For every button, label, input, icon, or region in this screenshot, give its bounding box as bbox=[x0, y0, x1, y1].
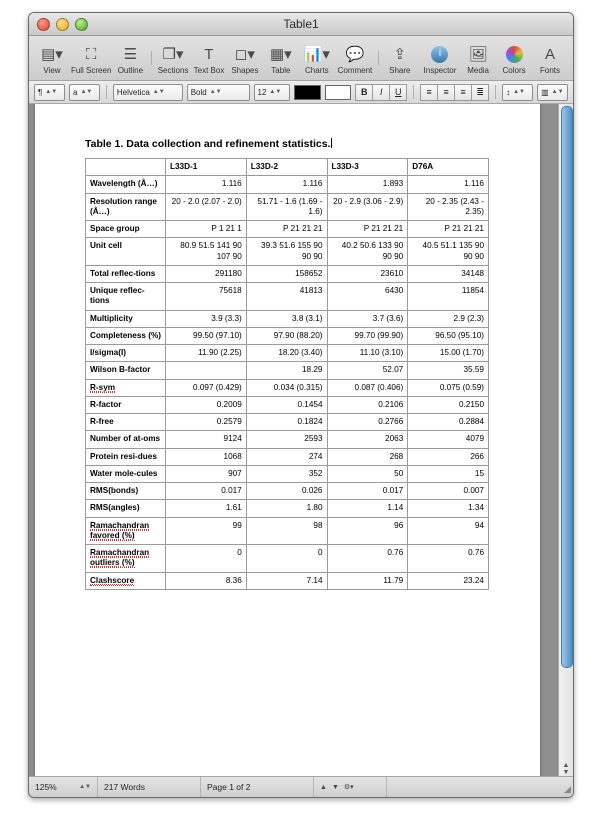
table-cell: P 1 21 1 bbox=[166, 221, 247, 238]
table-cell: 0.76 bbox=[327, 545, 408, 573]
toolbar-media-label: Media bbox=[467, 66, 490, 75]
table-cell: 20 - 2.35 (2.43 - 2.35) bbox=[408, 193, 489, 221]
table-cell: 97.90 (88.20) bbox=[246, 327, 327, 344]
table-header-d76a: D76A bbox=[408, 159, 489, 176]
font-style-value: Bold bbox=[190, 87, 207, 97]
table-cell: 0.087 (0.406) bbox=[327, 379, 408, 396]
table-row bbox=[86, 238, 489, 266]
table-cell: 11.79 bbox=[327, 572, 408, 589]
table-cell: 0.075 (0.59) bbox=[408, 379, 489, 396]
table-row bbox=[86, 572, 489, 589]
statistics-table[interactable] bbox=[85, 158, 489, 590]
chevron-updown-icon: ▲▼ bbox=[209, 89, 222, 95]
page-indicator: Page 1 of 2 bbox=[201, 777, 314, 797]
table-cell: 1.14 bbox=[327, 500, 408, 517]
align-left-icon[interactable]: ≡ bbox=[420, 84, 437, 101]
table-icon: ▦▾ bbox=[270, 45, 292, 63]
table-row bbox=[86, 362, 489, 379]
italic-button[interactable]: I bbox=[372, 84, 389, 101]
table-header-row bbox=[86, 159, 489, 176]
zoom-button[interactable] bbox=[75, 18, 88, 31]
table-cell: 99 bbox=[166, 517, 247, 545]
shapes-icon: ◻▾ bbox=[234, 45, 255, 63]
table-row bbox=[86, 483, 489, 500]
window-titlebar[interactable] bbox=[29, 13, 573, 36]
text-caret bbox=[331, 138, 332, 148]
table-row bbox=[86, 327, 489, 344]
table-row-label: Space group bbox=[86, 221, 166, 238]
minimize-button[interactable] bbox=[56, 18, 69, 31]
table-row bbox=[86, 310, 489, 327]
table-row bbox=[86, 448, 489, 465]
table-row bbox=[86, 431, 489, 448]
table-cell: P 21 21 21 bbox=[327, 221, 408, 238]
table-cell: 1.34 bbox=[408, 500, 489, 517]
table-row bbox=[86, 345, 489, 362]
format-bar bbox=[29, 81, 573, 104]
table-row-label: Unit cell bbox=[86, 238, 166, 266]
table-cell: 96.50 (95.10) bbox=[408, 327, 489, 344]
toolbar-shapes[interactable] bbox=[228, 41, 262, 75]
statistics-table-body bbox=[86, 176, 489, 590]
media-icon: 🖼 bbox=[468, 45, 488, 63]
misspelled-word: R-sym bbox=[90, 382, 116, 392]
table-row-label: Wavelength (Å…) bbox=[86, 176, 166, 193]
table-row-label: RMS(angles) bbox=[86, 500, 166, 517]
vertical-scroll-thumb[interactable] bbox=[561, 106, 573, 668]
list-style-value: a bbox=[72, 87, 78, 97]
table-cell: 0.017 bbox=[166, 483, 247, 500]
table-cell: 4079 bbox=[408, 431, 489, 448]
table-cell: 3.7 (3.6) bbox=[327, 310, 408, 327]
table-cell: 6430 bbox=[327, 283, 408, 311]
toolbar-sections[interactable] bbox=[156, 41, 190, 75]
table-cell: 352 bbox=[246, 465, 327, 482]
page-title bbox=[85, 138, 500, 150]
table-cell: 18.29 bbox=[246, 362, 327, 379]
document-page[interactable] bbox=[35, 104, 540, 776]
table-header-blank bbox=[86, 159, 166, 176]
table-cell: 40.2 50.6 133 90 90 90 bbox=[327, 238, 408, 266]
toolbar-full-screen-label: Full Screen bbox=[70, 66, 112, 75]
table-row-label: Protein resi-dues bbox=[86, 448, 166, 465]
table-cell: 39.3 51.6 155 90 90 90 bbox=[246, 238, 327, 266]
table-cell: 51.71 - 1.6 (1.69 - 1.6) bbox=[246, 193, 327, 221]
toolbar-colors[interactable] bbox=[497, 41, 531, 75]
table-cell: 2063 bbox=[327, 431, 408, 448]
toolbar-full-screen[interactable] bbox=[71, 41, 111, 75]
table-cell: 0.2009 bbox=[166, 396, 247, 413]
table-cell: 1.61 bbox=[166, 500, 247, 517]
table-cell: P 21 21 21 bbox=[408, 221, 489, 238]
table-cell: 41813 bbox=[246, 283, 327, 311]
line-spacing-select[interactable] bbox=[502, 84, 533, 101]
page-up-icon[interactable]: ▲ bbox=[320, 783, 327, 791]
paragraph-style-select[interactable] bbox=[34, 84, 65, 101]
table-cell: 0.2150 bbox=[408, 396, 489, 413]
table-cell: 0.76 bbox=[408, 545, 489, 573]
font-size-select[interactable] bbox=[254, 84, 290, 101]
vertical-scrollbar[interactable] bbox=[558, 104, 573, 776]
table-row bbox=[86, 221, 489, 238]
format-divider-2 bbox=[413, 85, 414, 99]
toolbar-view-label: View bbox=[43, 66, 61, 75]
bold-button[interactable]: B bbox=[355, 84, 372, 101]
outline-icon: ☰ bbox=[123, 45, 138, 63]
toolbar-text-box[interactable] bbox=[192, 41, 226, 75]
toolbar-fonts-label: Fonts bbox=[539, 66, 560, 75]
scroll-arrows[interactable]: ▲ ▼ bbox=[562, 762, 570, 776]
main-toolbar bbox=[29, 36, 573, 81]
list-style-select[interactable] bbox=[69, 84, 100, 101]
toolbar-divider-2 bbox=[378, 51, 379, 65]
text-style-buttons bbox=[355, 84, 407, 101]
inspector-icon: i bbox=[431, 43, 448, 65]
align-justify-icon[interactable]: ≣ bbox=[471, 84, 489, 101]
zoom-value: 125% bbox=[35, 782, 57, 792]
table-row-label: R-factor bbox=[86, 396, 166, 413]
table-cell: 0.2884 bbox=[408, 414, 489, 431]
table-header-l33d3: L33D-3 bbox=[327, 159, 408, 176]
toolbar-text-box-label: Text Box bbox=[193, 66, 225, 75]
table-cell: 158652 bbox=[246, 265, 327, 282]
toolbar-inspector[interactable] bbox=[421, 41, 459, 75]
document-area bbox=[29, 104, 573, 776]
table-row-label bbox=[86, 379, 166, 396]
table-cell: 1.116 bbox=[246, 176, 327, 193]
table-cell: 907 bbox=[166, 465, 247, 482]
toolbar-comment-label: Comment bbox=[337, 66, 373, 75]
textbox-icon: T bbox=[204, 45, 214, 63]
window-controls bbox=[37, 18, 88, 31]
toolbar-media[interactable] bbox=[461, 41, 495, 75]
table-row bbox=[86, 283, 489, 311]
table-row bbox=[86, 176, 489, 193]
table-cell: 266 bbox=[408, 448, 489, 465]
table-cell: 2.9 (2.3) bbox=[408, 310, 489, 327]
document-window bbox=[28, 12, 574, 798]
table-cell: 1.116 bbox=[408, 176, 489, 193]
toolbar-share[interactable] bbox=[383, 41, 417, 75]
page-title-text: Table 1. Data collection and refinement statistics. bbox=[85, 138, 331, 150]
table-cell: 98 bbox=[246, 517, 327, 545]
toolbar-view[interactable] bbox=[35, 41, 69, 75]
table-cell: 23610 bbox=[327, 265, 408, 282]
sections-icon: ❐▾ bbox=[162, 45, 184, 63]
column-icon: ▥ bbox=[541, 87, 549, 97]
fullscreen-icon: ⛶ bbox=[85, 45, 97, 63]
toolbar-table[interactable] bbox=[264, 41, 298, 75]
table-row bbox=[86, 517, 489, 545]
table-cell: 0.034 (0.315) bbox=[246, 379, 327, 396]
zoom-control[interactable] bbox=[29, 777, 98, 797]
table-cell: 0 bbox=[246, 545, 327, 573]
table-cell: 3.8 (3.1) bbox=[246, 310, 327, 327]
table-cell: 52.07 bbox=[327, 362, 408, 379]
misspelled-word: Ramachandran outliers (%) bbox=[90, 548, 150, 568]
chevron-updown-icon: ▲▼ bbox=[551, 89, 564, 95]
table-cell: 23.24 bbox=[408, 572, 489, 589]
table-cell: 34148 bbox=[408, 265, 489, 282]
paragraph-style-value: ¶ bbox=[38, 87, 43, 97]
toolbar-outline[interactable] bbox=[113, 41, 147, 75]
columns-select[interactable] bbox=[537, 84, 568, 101]
table-cell: 9124 bbox=[166, 431, 247, 448]
table-row-label: Multiplicity bbox=[86, 310, 166, 327]
toolbar-comment[interactable] bbox=[336, 41, 374, 75]
font-family-select[interactable] bbox=[113, 84, 183, 101]
page-navigation[interactable] bbox=[314, 777, 387, 797]
comment-icon: 💬 bbox=[345, 45, 365, 63]
table-cell: 0.026 bbox=[246, 483, 327, 500]
table-row-label: Completeness (%) bbox=[86, 327, 166, 344]
status-bar-filler bbox=[387, 777, 573, 797]
line-spacing-icon: ↕ bbox=[506, 87, 511, 97]
toolbar-fonts[interactable] bbox=[533, 41, 567, 75]
table-cell: 8.36 bbox=[166, 572, 247, 589]
table-row bbox=[86, 545, 489, 573]
misspelled-word: Clashscore bbox=[90, 575, 135, 585]
table-cell: 11.10 (3.10) bbox=[327, 345, 408, 362]
table-cell: 20 - 2.0 (2.07 - 2.0) bbox=[166, 193, 247, 221]
table-row bbox=[86, 500, 489, 517]
format-divider-3 bbox=[495, 85, 496, 99]
table-cell: 0.017 bbox=[327, 483, 408, 500]
toolbar-table-label: Table bbox=[271, 66, 291, 75]
table-cell: 11.90 (2.25) bbox=[166, 345, 247, 362]
colors-icon bbox=[506, 43, 523, 65]
format-divider-1 bbox=[106, 85, 107, 99]
table-cell: 0.2106 bbox=[327, 396, 408, 413]
font-size-value: 12 bbox=[257, 87, 267, 97]
table-cell: 99.50 (97.10) bbox=[166, 327, 247, 344]
table-header-l33d2: L33D-2 bbox=[246, 159, 327, 176]
table-cell: 94 bbox=[408, 517, 489, 545]
table-cell: 0 bbox=[166, 545, 247, 573]
underline-button[interactable]: U bbox=[389, 84, 407, 101]
toolbar-charts[interactable] bbox=[300, 41, 334, 75]
font-style-select[interactable] bbox=[187, 84, 250, 101]
table-cell: 3.9 (3.3) bbox=[166, 310, 247, 327]
table-header-l33d1: L33D-1 bbox=[166, 159, 247, 176]
chevron-updown-icon: ▲▼ bbox=[269, 89, 282, 95]
table-cell: 11854 bbox=[408, 283, 489, 311]
toolbar-inspector-label: Inspector bbox=[423, 66, 457, 75]
word-count: 217 Words bbox=[98, 777, 201, 797]
table-cell: 2593 bbox=[246, 431, 327, 448]
table-row bbox=[86, 193, 489, 221]
close-button[interactable] bbox=[37, 18, 50, 31]
table-cell: 268 bbox=[327, 448, 408, 465]
table-cell: 1.80 bbox=[246, 500, 327, 517]
table-row bbox=[86, 379, 489, 396]
table-cell: 15.00 (1.70) bbox=[408, 345, 489, 362]
table-cell: 40.5 51.1 135 90 90 90 bbox=[408, 238, 489, 266]
table-cell: 0.2579 bbox=[166, 414, 247, 431]
table-row-label: Water mole-cules bbox=[86, 465, 166, 482]
table-cell: 1.893 bbox=[327, 176, 408, 193]
table-cell: 0.097 (0.429) bbox=[166, 379, 247, 396]
font-family-value: Helvetica bbox=[116, 87, 150, 97]
fill-color-swatch[interactable] bbox=[325, 85, 352, 100]
page-scroll-region[interactable] bbox=[29, 104, 558, 776]
table-cell: 15 bbox=[408, 465, 489, 482]
align-right-icon[interactable]: ≡ bbox=[454, 84, 471, 101]
table-cell bbox=[166, 362, 247, 379]
table-cell: 291180 bbox=[166, 265, 247, 282]
table-cell: 35.59 bbox=[408, 362, 489, 379]
table-cell: 20 - 2.9 (3.06 - 2.9) bbox=[327, 193, 408, 221]
table-cell: 1.116 bbox=[166, 176, 247, 193]
table-row-label: Unique reflec-tions bbox=[86, 283, 166, 311]
toolbar-divider bbox=[151, 51, 152, 65]
document-content bbox=[35, 104, 540, 590]
table-row bbox=[86, 465, 489, 482]
toolbar-outline-label: Outline bbox=[117, 66, 144, 75]
chevron-updown-icon: ▲▼ bbox=[152, 89, 165, 95]
chevron-updown-icon: ▲▼ bbox=[79, 784, 91, 790]
table-row-label: Resolution range (Å…) bbox=[86, 193, 166, 221]
toolbar-shapes-label: Shapes bbox=[231, 66, 259, 75]
table-cell: 18.20 (3.40) bbox=[246, 345, 327, 362]
table-cell: 75618 bbox=[166, 283, 247, 311]
table-cell: P 21 21 21 bbox=[246, 221, 327, 238]
toolbar-charts-label: Charts bbox=[305, 66, 329, 75]
table-row-label: RMS(bonds) bbox=[86, 483, 166, 500]
toolbar-colors-label: Colors bbox=[502, 66, 526, 75]
table-cell: 1068 bbox=[166, 448, 247, 465]
page-down-icon[interactable]: ▼ bbox=[331, 783, 339, 791]
toolbar-sections-label: Sections bbox=[157, 66, 189, 75]
table-row-label: Number of at-oms bbox=[86, 431, 166, 448]
table-cell: 7.14 bbox=[246, 572, 327, 589]
table-cell: 0.007 bbox=[408, 483, 489, 500]
table-row bbox=[86, 265, 489, 282]
table-row-label: Wilson B-factor bbox=[86, 362, 166, 379]
table-cell: 96 bbox=[327, 517, 408, 545]
table-row-label bbox=[86, 545, 166, 573]
alignment-buttons bbox=[420, 84, 489, 101]
table-cell: 0.2766 bbox=[327, 414, 408, 431]
misspelled-word: Ramachandran favored (%) bbox=[90, 520, 150, 540]
chevron-updown-icon: ▲▼ bbox=[513, 89, 525, 95]
fonts-icon: A bbox=[544, 45, 555, 63]
align-center-icon[interactable]: ≡ bbox=[437, 84, 454, 101]
table-cell: 50 bbox=[327, 465, 408, 482]
table-row bbox=[86, 396, 489, 413]
table-row-label bbox=[86, 517, 166, 545]
table-row-label: I/sigma(I) bbox=[86, 345, 166, 362]
status-bar bbox=[29, 776, 573, 797]
table-cell: 0.1454 bbox=[246, 396, 327, 413]
page-settings-icon[interactable]: ⚙▾ bbox=[343, 784, 354, 791]
table-cell: 99.70 (99.90) bbox=[327, 327, 408, 344]
toolbar-share-label: Share bbox=[389, 66, 411, 75]
resize-grip[interactable]: ◢ bbox=[564, 784, 571, 794]
table-row-label: R-free bbox=[86, 414, 166, 431]
charts-icon: 📊▾ bbox=[303, 45, 330, 63]
table-cell: 0.1824 bbox=[246, 414, 327, 431]
chevron-updown-icon: ▲▼ bbox=[80, 89, 93, 95]
view-icon: ▤▾ bbox=[41, 45, 63, 63]
table-cell: 274 bbox=[246, 448, 327, 465]
text-color-swatch[interactable] bbox=[294, 85, 321, 100]
table-row bbox=[86, 414, 489, 431]
share-icon: ⇪ bbox=[393, 45, 407, 63]
window-title: Table1 bbox=[283, 17, 319, 31]
table-cell: 80.9 51.5 141 90 107 90 bbox=[166, 238, 247, 266]
chevron-updown-icon: ▲▼ bbox=[45, 89, 58, 95]
table-row-label: Total reflec-tions bbox=[86, 265, 166, 282]
table-row-label bbox=[86, 572, 166, 589]
